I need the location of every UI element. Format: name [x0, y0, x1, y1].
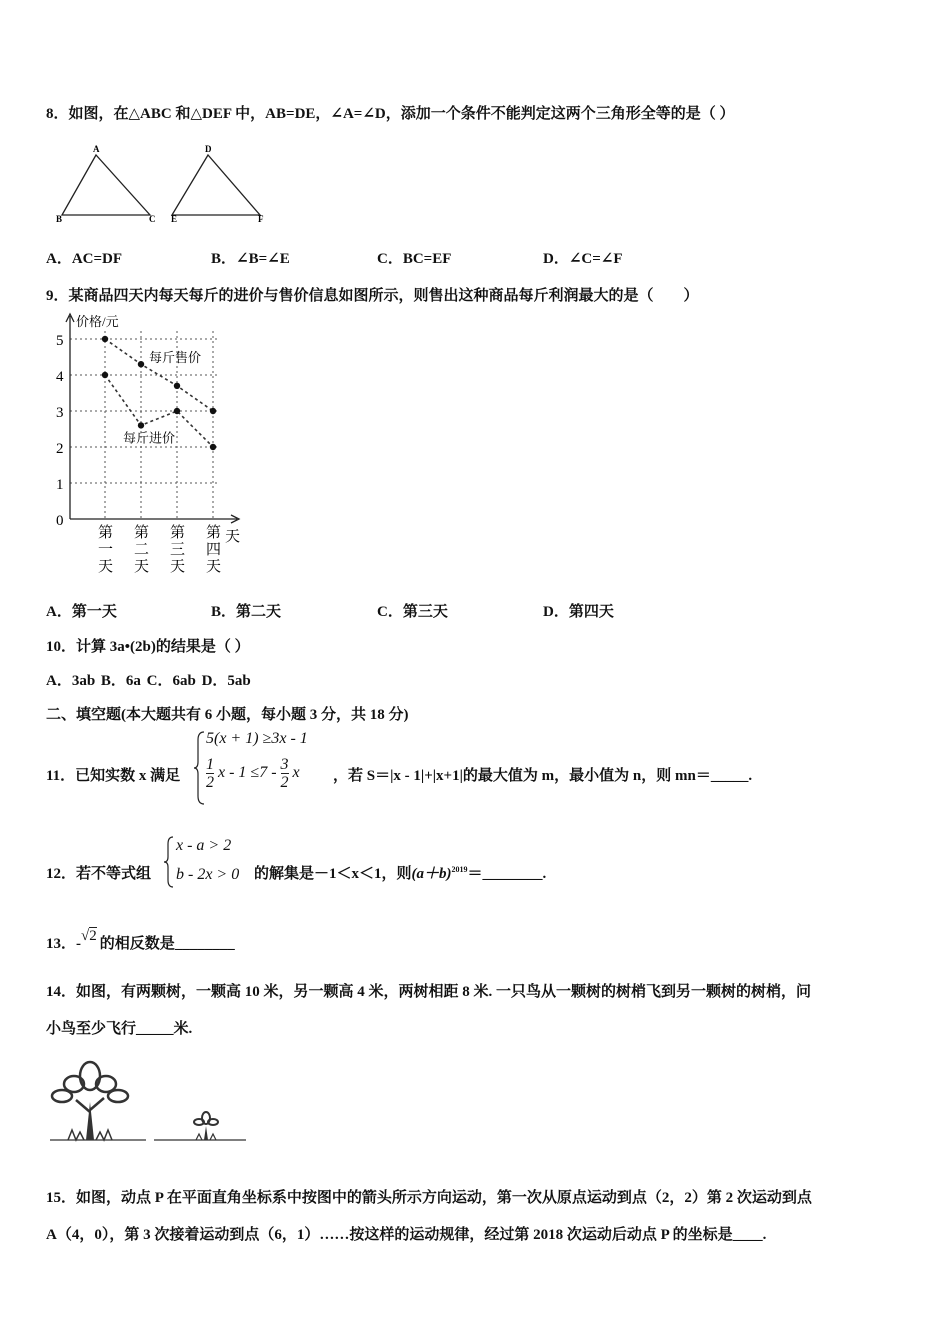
- frac1-numerator: 1: [206, 756, 214, 773]
- q10-stem: 10．计算 3a•(2b)的结果是（ ）: [46, 639, 250, 655]
- data-point: [102, 336, 108, 342]
- x-tick-label: 第: [98, 525, 114, 541]
- data-point: [210, 408, 216, 414]
- triangle-def: [172, 155, 260, 215]
- q8-option-a: A．AC=DF: [46, 251, 123, 267]
- q8-option-c: C．BC=EF: [377, 251, 452, 267]
- frac2-denominator: 2: [280, 774, 289, 791]
- y-tick-label: 2: [56, 441, 64, 457]
- label-e: E: [171, 214, 178, 224]
- x-tick-label: 三: [170, 542, 186, 558]
- x-axis-label: 天: [225, 529, 241, 545]
- sqrt-symbol: √2: [81, 928, 97, 944]
- q11-suffix: ，若 S＝|x - 1|+|x+1|的最大值为 m，最小值为 n，则 mn＝_____.: [333, 768, 753, 784]
- y-tick-label: 3: [56, 405, 64, 421]
- q9-stem: 9．某商品四天内每天每斤的进价与售价信息如图所示，则售出这种商品每斤利润最大的是（ ）: [46, 288, 699, 304]
- q12-inequality-2: b - 2x > 0: [176, 866, 240, 883]
- q13-suffix: 的相反数是________: [99, 936, 235, 952]
- data-point: [174, 408, 180, 414]
- q15-line-2: A（4，0），第 3 次接着运动到点（6，1）……按这样的运动规律，经过第 2018 次运动后动点 P 的坐标是____.: [46, 1227, 767, 1243]
- triangle-abc: [62, 155, 150, 215]
- x-tick-label: 二: [134, 542, 150, 558]
- q11-prefix: 11．已知实数 x 满足: [46, 768, 181, 784]
- label-a: A: [93, 144, 100, 154]
- q12-inequality-1: x - a > 2: [176, 837, 232, 854]
- q11-fraction-2: [281, 756, 289, 791]
- tall-tree: [52, 1062, 128, 1140]
- q9-option-d: D．第四天: [543, 604, 614, 620]
- data-point: [174, 383, 180, 389]
- series-label-buy: 每斤进价: [123, 430, 176, 446]
- q12-expression: (a＋b): [411, 866, 452, 882]
- q8-option-b: B．∠B=∠E: [211, 251, 290, 267]
- q14-line-2: 小鸟至少飞行_____米.: [46, 1021, 193, 1037]
- q12-exponent: 2019: [451, 865, 468, 874]
- q15-line-1: 15．如图，动点 P 在平面直角坐标系中按图中的箭头所示方向运动，第一次从原点运动到点（2，2）第 2 次运动到点: [46, 1190, 812, 1206]
- q9-price-chart: [50, 310, 250, 580]
- y-tick-label: 1: [56, 477, 64, 493]
- q12-prefix: 12．若不等式组: [46, 866, 152, 882]
- q13-line: [46, 928, 235, 953]
- x-tick-label: 第: [206, 525, 222, 541]
- q11-ineq2-left: x - 1 ≤7 -: [218, 764, 277, 782]
- q13-prefix: 13．-: [46, 936, 81, 952]
- sqrt-radicand: 2: [89, 928, 97, 944]
- label-c: C: [149, 214, 156, 224]
- q9-option-b: B．第二天: [211, 604, 282, 620]
- q12-blank: ＝________.: [467, 866, 547, 882]
- data-point: [210, 444, 216, 450]
- data-point: [138, 361, 144, 367]
- q12-suffix: [254, 862, 546, 883]
- data-point: [138, 422, 144, 428]
- data-point: [102, 372, 108, 378]
- label-f: F: [258, 214, 264, 224]
- x-tick-label: 天: [206, 559, 222, 575]
- y-tick-label: 4: [56, 369, 64, 385]
- label-d: D: [205, 144, 212, 154]
- x-tick-label: 一: [98, 542, 114, 558]
- q9-option-a: A．第一天: [46, 604, 117, 620]
- q9-option-c: C．第三天: [377, 604, 448, 620]
- label-b: B: [56, 214, 63, 224]
- y-tick-label: 0: [56, 513, 64, 529]
- x-tick-label: 天: [170, 559, 186, 575]
- short-tree: [194, 1112, 218, 1140]
- section2-title: 二、填空题(本大题共有 6 小题，每小题 3 分，共 18 分): [46, 707, 409, 723]
- frac2-numerator: 3: [280, 756, 289, 773]
- x-tick-label: 第: [134, 525, 150, 541]
- x-tick-label: 天: [134, 559, 150, 575]
- x-tick-label: 四: [206, 542, 222, 558]
- q8-triangles-figure: [50, 140, 290, 230]
- q12-suffix-text: 的解集是－1＜x＜1，则: [254, 866, 412, 882]
- x-tick-label: 天: [98, 559, 114, 575]
- q11-inequality-2: [206, 756, 300, 791]
- q8-option-d: D．∠C=∠F: [543, 251, 623, 267]
- series-label-sell: 每斤售价: [149, 350, 202, 366]
- q14-trees-figure: [46, 1052, 256, 1148]
- x-tick-label: 第: [170, 525, 186, 541]
- y-axis-label: 价格/元: [76, 314, 119, 329]
- frac1-denominator: 2: [206, 774, 214, 791]
- q11-inequality-1: 5(x + 1) ≥3x - 1: [206, 730, 308, 747]
- y-tick-label: 5: [56, 333, 64, 349]
- q8-stem: 8．如图，在△ABC 和△DEF 中，AB=DE，∠A=∠D，添加一个条件不能判定这两个三角形全等的是（ ）: [46, 106, 735, 122]
- q11-ineq2-right: x: [292, 764, 300, 782]
- q14-line-1: 14．如图，有两颗树，一颗高 10 米，另一颗高 4 米，两树相距 8 米. 一只鸟从一颗树的树梢飞到另一颗树的树梢，问: [46, 984, 812, 1000]
- q10-options: A．3ab B．6a C．6ab D．5ab: [46, 673, 251, 689]
- q11-fraction-1: [206, 756, 214, 791]
